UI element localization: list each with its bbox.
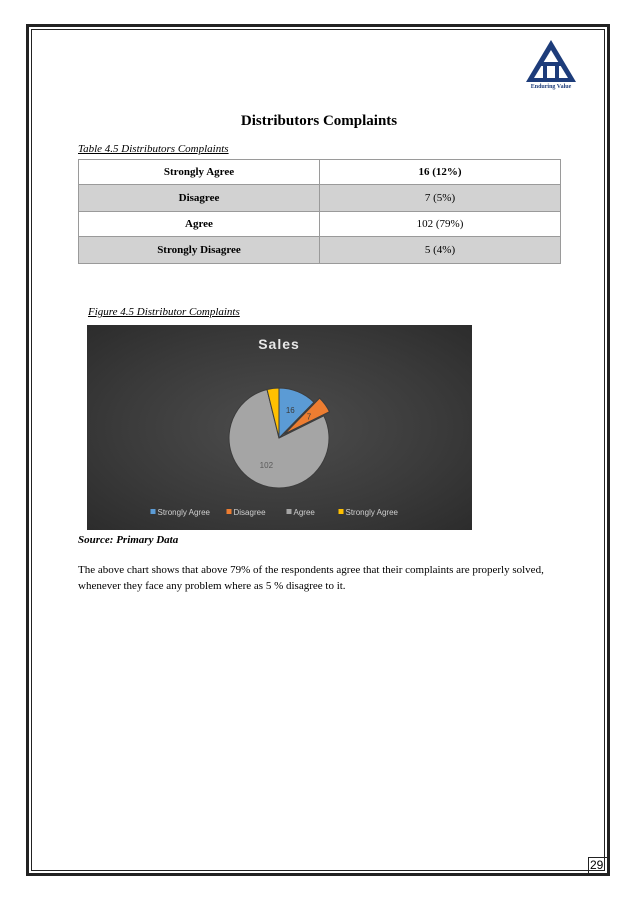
logo-tagline: Enduring Value xyxy=(530,84,572,90)
chart-title: Sales xyxy=(258,336,300,352)
pie-chart-svg xyxy=(87,325,472,530)
table-row xyxy=(79,160,561,185)
table-cell-value: 16 (12%) xyxy=(320,160,561,185)
pie-data-label: 102 xyxy=(259,461,274,471)
page-title: Distributors Complaints xyxy=(240,113,398,129)
table-row xyxy=(79,237,561,264)
table-cell-value: 102 (79%) xyxy=(320,212,561,237)
table-caption: Table 4.5 Distributors Complaints xyxy=(78,143,229,155)
page-number: 29 xyxy=(590,858,604,872)
legend-swatch xyxy=(151,509,156,514)
pie-chart xyxy=(87,325,472,530)
source-note: Source: Primary Data xyxy=(78,534,179,546)
pie-slices xyxy=(229,388,329,488)
legend-label: Disagree xyxy=(233,508,266,517)
legend-label: Strongly Agree xyxy=(345,508,398,517)
pie-data-label: 16 xyxy=(285,406,295,416)
table-row xyxy=(79,185,561,212)
table-cell-label: Strongly Disagree xyxy=(79,237,320,264)
legend-label: Strongly Agree xyxy=(157,508,210,517)
legend-label: Agree xyxy=(293,508,315,517)
table-row xyxy=(79,212,561,237)
complaints-table xyxy=(78,159,561,264)
chart-legend xyxy=(151,508,399,517)
table-cell-label: Agree xyxy=(79,212,320,237)
logo-icon xyxy=(524,38,578,84)
table-cell-value: 7 (5%) xyxy=(320,185,561,212)
legend-swatch xyxy=(339,509,344,514)
table-cell-label: Disagree xyxy=(79,185,320,212)
table-cell-value: 5 (4%) xyxy=(320,237,561,264)
figure-caption: Figure 4.5 Distributor Complaints xyxy=(88,306,240,318)
table-cell-label: Strongly Agree xyxy=(79,160,320,185)
legend-swatch xyxy=(287,509,292,514)
company-logo xyxy=(524,38,578,94)
legend-swatch xyxy=(227,509,232,514)
pie-data-label: 7 xyxy=(306,412,312,422)
analysis-paragraph: The above chart shows that above 79% of the respondents agree that their complaints are properly solved, whenever they face any problem where as 5 % disagree to it. xyxy=(78,564,544,592)
